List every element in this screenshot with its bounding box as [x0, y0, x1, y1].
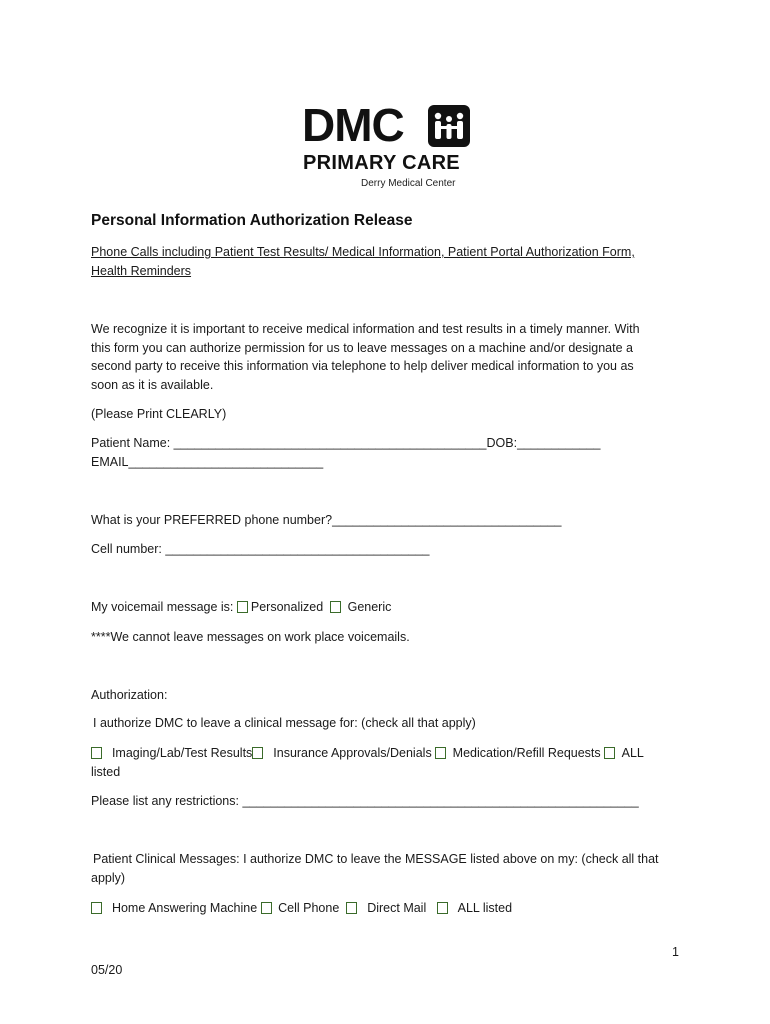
voicemail-row	[91, 598, 391, 617]
all-message-types-checkbox[interactable]	[604, 747, 615, 759]
intro-line-3: second party to receive this information via telephone to help deliver medical information to you as	[91, 359, 634, 373]
imaging-lab-checkbox[interactable]	[91, 747, 102, 759]
authorization-heading: Authorization:	[91, 688, 168, 702]
print-note: (Please Print CLEARLY)	[91, 407, 227, 421]
date-code: 05/20	[91, 963, 123, 977]
imaging-lab-label: Imaging/Lab/Test Results	[111, 746, 253, 760]
voicemail-label: My voicemail message is:	[91, 600, 234, 614]
home-answering-checkbox[interactable]	[91, 902, 102, 914]
intro-line-2: this form you can authorize permission for us to leave messages on a machine and/or designate a	[91, 341, 633, 355]
dmc-logo	[300, 100, 475, 192]
form-subtitle-line1: Phone Calls including Patient Test Results/ Medical Information, Patient Portal Authorization Form,	[91, 245, 635, 259]
generic-checkbox[interactable]	[330, 601, 341, 613]
clinical-messages-line2: apply)	[91, 871, 126, 885]
voicemail-note: ****We cannot leave messages on work place voicemails.	[91, 630, 410, 644]
cell-phone-checkbox[interactable]	[261, 902, 272, 914]
all-channels-label: ALL listed	[457, 901, 513, 915]
home-answering-label: Home Answering Machine	[111, 901, 258, 915]
page-number: 1	[672, 945, 679, 959]
email-field[interactable]: EMAIL____________________________	[91, 455, 324, 469]
direct-mail-checkbox[interactable]	[346, 902, 357, 914]
logo-tagline: PRIMARY CARE	[303, 152, 460, 174]
restrictions-field[interactable]: Please list any restrictions: _________________________________________________________	[91, 794, 639, 808]
generic-label: Generic	[347, 600, 392, 614]
form-subtitle-line2: Health Reminders	[91, 264, 192, 278]
cell-phone-label: Cell Phone	[278, 901, 340, 915]
insurance-checkbox[interactable]	[252, 747, 263, 759]
all-message-types-label: ALL	[621, 746, 644, 760]
intro-line-1: We recognize it is important to receive medical information and test results in a timely manner. With	[91, 322, 640, 336]
family-people-icon	[428, 105, 470, 147]
direct-mail-label: Direct Mail	[367, 901, 427, 915]
authorize-statement: I authorize DMC to leave a clinical message for: (check all that apply)	[93, 716, 476, 730]
insurance-label: Insurance Approvals/Denials	[273, 746, 432, 760]
clinical-messages-line1: Patient Clinical Messages: I authorize DMC to leave the MESSAGE listed above on my: (check all that	[93, 852, 659, 866]
personalized-label: Personalized	[250, 600, 324, 614]
channels-row	[91, 899, 512, 918]
patient-name-field[interactable]: Patient Name: _____________________________________________DOB:____________	[91, 436, 601, 450]
all-channels-checkbox[interactable]	[437, 902, 448, 914]
medication-checkbox[interactable]	[435, 747, 446, 759]
medication-label: Medication/Refill Requests	[452, 746, 601, 760]
logo-brand: DMC	[302, 99, 404, 151]
intro-line-4: soon as it is available.	[91, 378, 214, 392]
all-message-types-cont: listed	[91, 765, 121, 779]
personalized-checkbox[interactable]	[237, 601, 248, 613]
logo-subtitle: Derry Medical Center	[361, 178, 456, 189]
preferred-phone-field[interactable]: What is your PREFERRED phone number?_________________________________	[91, 513, 562, 527]
cell-number-field[interactable]: Cell number: ______________________________________	[91, 542, 430, 556]
message-types-row	[91, 744, 644, 763]
form-title: Personal Information Authorization Release	[91, 212, 413, 229]
